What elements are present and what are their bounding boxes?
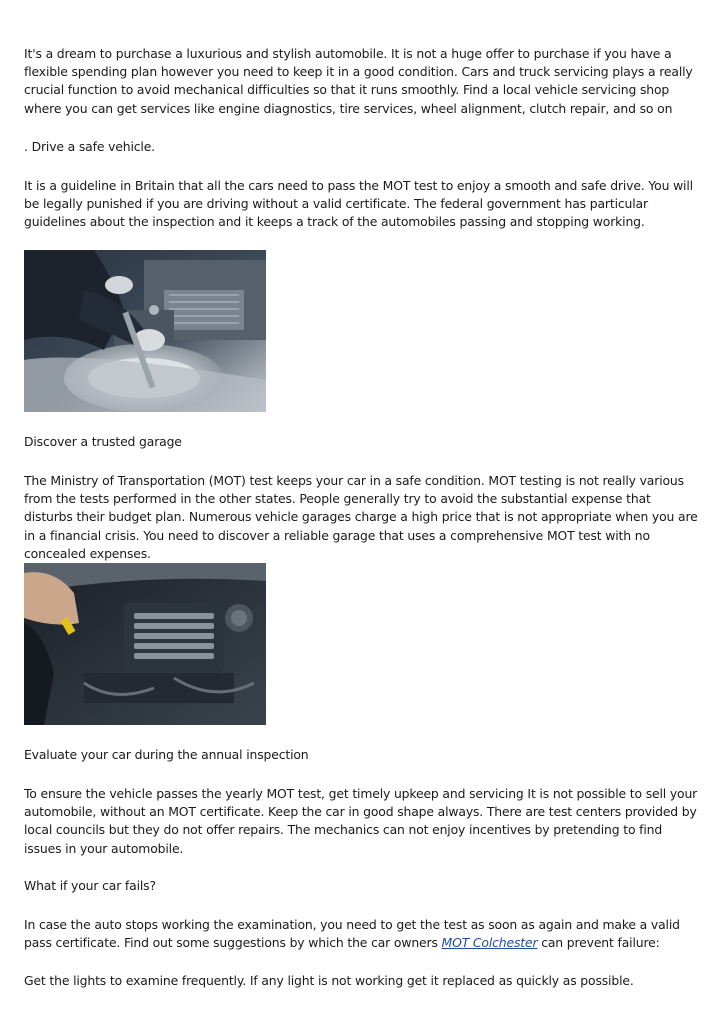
- section-heading-car-fails: What if your car fails?: [24, 878, 156, 893]
- section-heading-trusted-garage: Discover a trusted garage: [24, 434, 182, 449]
- failure-text-after: can prevent failure:: [537, 935, 660, 951]
- mot-colchester-link[interactable]: MOT Colchester: [441, 935, 538, 951]
- intro-paragraph: It's a dream to purchase a luxurious and stylish automobile. It is not a huge offer to purchase if you have a flexible spending plan however you need to keep it in a good condition. Cars and truck servicing plays a really crucial function to avoid mechanical difficulties so that it runs smoothly. Find a local vehicle servicing shop where you can get services like engine diagnostics, tire services, wheel alignment, clutch repair, and so on: [24, 46, 693, 116]
- drive-safe-paragraph: . Drive a safe vehicle.: [24, 139, 155, 154]
- mot-ministry-paragraph: The Ministry of Transportation (MOT) test keeps your car in a safe condition. MOT testing is not really various from the tests performed in the other states. People generally try to avoid the substantial expense that disturbs their budget plan. Numerous vehicle garages charge a high price that is not appropriate when you are in a financial crisis. You need to discover a reliable garage that uses a comprehensive MOT test with no concealed expenses.: [24, 473, 698, 561]
- failure-text-before: In case the auto stops working the examination, you need to get the test as soon as again and make a valid pass certificate. Find out some suggestions by which the car owners: [24, 917, 680, 951]
- lights-paragraph: Get the lights to examine frequently. If any light is not working get it replaced as quickly as possible.: [24, 973, 634, 988]
- yearly-mot-paragraph: To ensure the vehicle passes the yearly MOT test, get timely upkeep and servicing It is not possible to sell your automobile, without an MOT certificate. Keep the car in good shape always. There are test centers provided by local councils but they do not offer repairs. The mechanics can not enjoy incentives by pretending to find issues in your automobile.: [24, 786, 698, 856]
- failure-paragraph: [24, 916, 698, 952]
- section-heading-annual-inspection: Evaluate your car during the annual inspection: [24, 747, 309, 762]
- engine-bay-icon: [24, 563, 266, 725]
- mot-guideline-paragraph: It is a guideline in Britain that all the cars need to pass the MOT test to enjoy a smooth and safe drive. You will be legally punished if you are driving without a valid certificate. The federal government has particular guidelines about the inspection and it keeps a track of the automobiles passing and stopping working.: [24, 178, 693, 230]
- mechanic-engine-photo: [24, 250, 266, 412]
- mechanic-wrench-icon: [24, 250, 266, 412]
- engine-bay-photo: [24, 563, 266, 725]
